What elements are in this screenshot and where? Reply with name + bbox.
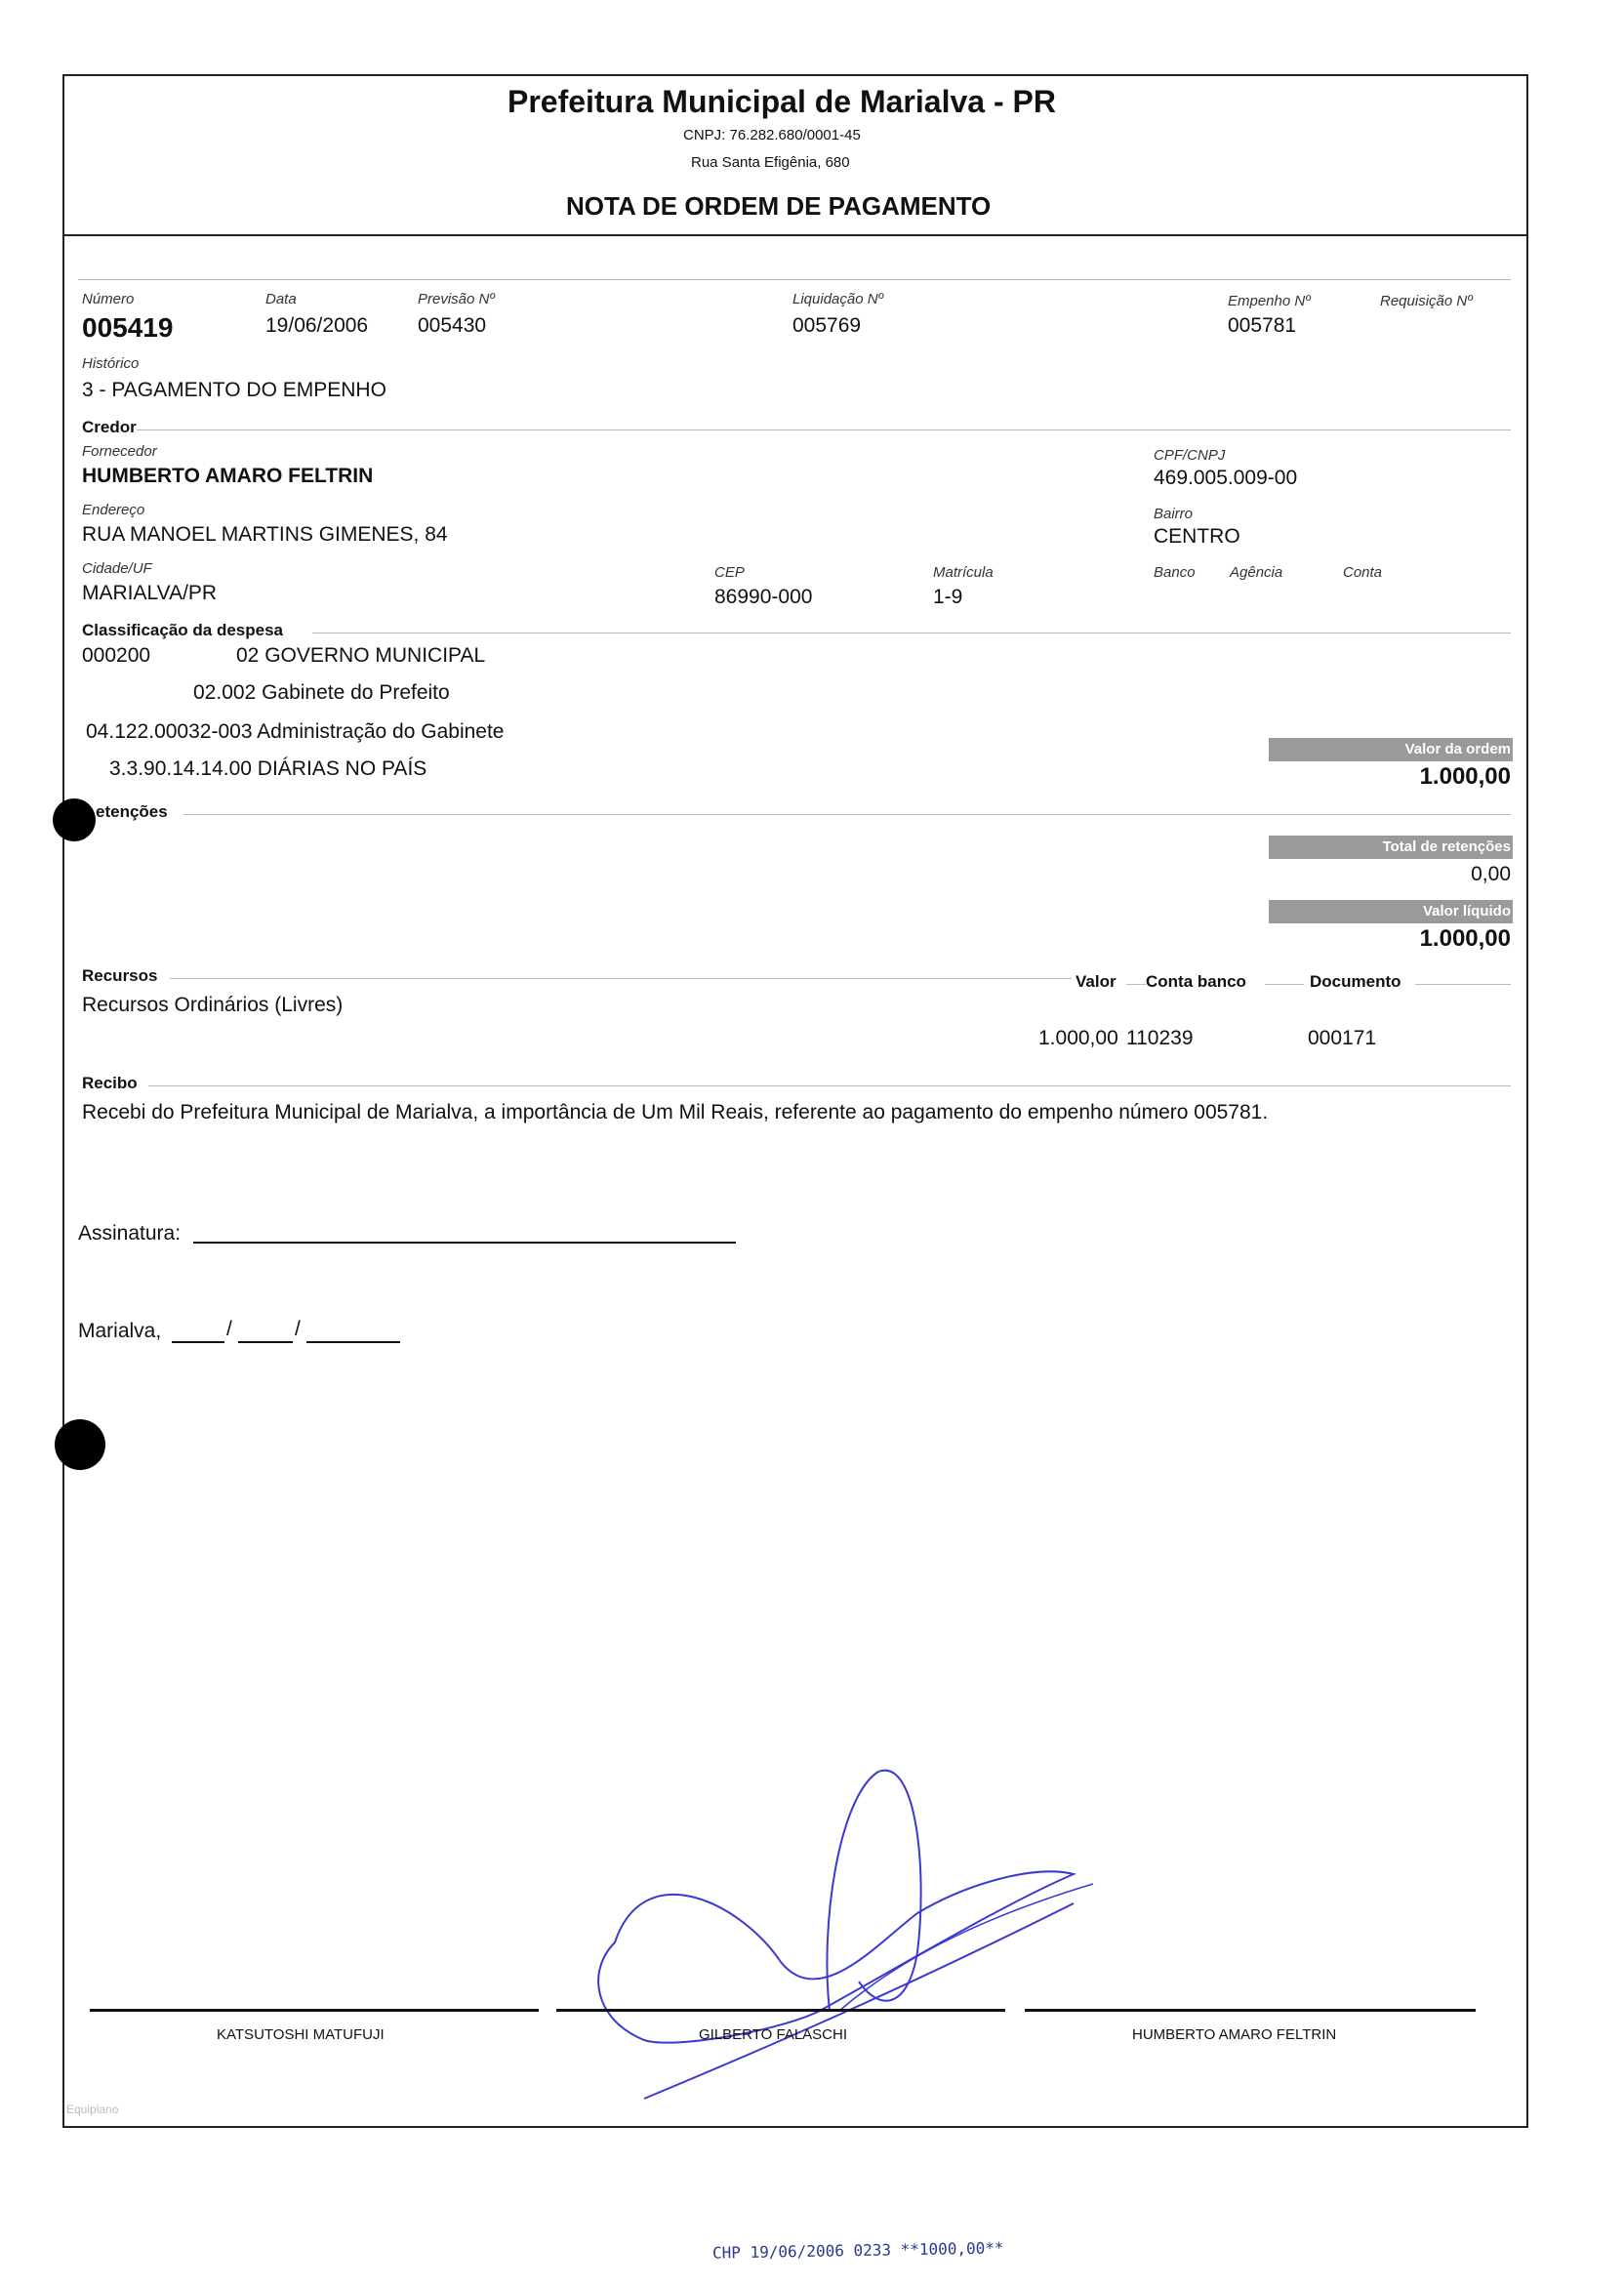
corner-watermark: Equiplano [66, 2103, 119, 2116]
document-title: NOTA DE ORDEM DE PAGAMENTO [566, 191, 992, 221]
requisicao-label: Requisição Nº [1380, 293, 1473, 309]
cpf-label: CPF/CNPJ [1154, 447, 1226, 464]
endereco-label: Endereço [82, 502, 145, 518]
recursos-divider-mid [1126, 984, 1146, 985]
recursos-valor: 1.000,00 [1038, 1027, 1118, 1049]
signature-line-3 [1025, 2009, 1476, 2012]
punch-hole-bottom [55, 1419, 105, 1470]
cidade-label: Cidade/UF [82, 560, 152, 577]
matricula-label: Matrícula [933, 564, 994, 581]
recursos-documento-header: Documento [1310, 972, 1401, 991]
valor-liquido-bar [1269, 900, 1513, 923]
valor-ordem-value: 1.000,00 [1419, 763, 1511, 790]
recursos-conta-header: Conta banco [1146, 972, 1246, 991]
recursos-divider-right [1415, 984, 1511, 985]
valor-ordem-bar [1269, 738, 1513, 761]
valor-ordem-label: Valor da ordem [1404, 741, 1511, 757]
assinatura-line [193, 1242, 736, 1244]
date-field-month [238, 1341, 293, 1343]
cep-value: 86990-000 [714, 586, 813, 608]
classificacao-unidade: 02.002 Gabinete do Prefeito [193, 681, 450, 704]
recursos-valor-header: Valor [1076, 972, 1116, 991]
recibo-divider [148, 1085, 1511, 1086]
bank-stamp: CHP 19/06/2006 0233 **1000,00** [711, 2238, 1004, 2263]
signature-line-1 [90, 2009, 539, 2012]
municipality-title: Prefeitura Municipal de Marialva - PR [508, 84, 1056, 119]
cnpj-text: CNPJ: 76.282.680/0001-45 [683, 127, 861, 143]
top-thin-divider [78, 279, 1511, 280]
recibo-text: Recebi do Prefeitura Municipal de Marialva, a importância de Um Mil Reais, referente ao pagamento do empenho número 005781. [82, 1101, 1269, 1124]
address-text: Rua Santa Efigênia, 680 [691, 154, 850, 171]
data-label: Data [265, 291, 297, 307]
cidade-value: MARIALVA/PR [82, 582, 218, 604]
previsao-value: 005430 [418, 314, 487, 337]
date-field-day [172, 1341, 224, 1343]
bairro-label: Bairro [1154, 506, 1194, 522]
credor-section-title: Credor [82, 418, 137, 436]
numero-value: 005419 [82, 312, 174, 343]
recursos-divider-mid2 [1265, 984, 1304, 985]
liquidacao-value: 005769 [792, 314, 862, 337]
data-value: 19/06/2006 [265, 314, 369, 337]
signatory-2-name: GILBERTO FALASCHI [699, 2026, 847, 2043]
endereco-value: RUA MANOEL MARTINS GIMENES, 84 [82, 523, 448, 546]
fornecedor-label: Fornecedor [82, 443, 157, 460]
punch-hole-top [53, 798, 96, 841]
classificacao-programa: 04.122.00032-003 Administração do Gabinete [86, 720, 505, 743]
numero-label: Número [82, 291, 135, 307]
liquidacao-label: Liquidação Nº [792, 291, 884, 307]
recibo-section-title: Recibo [82, 1074, 138, 1092]
signatory-3-name: HUMBERTO AMARO FELTRIN [1132, 2026, 1337, 2043]
recursos-conta: 110239 [1126, 1027, 1194, 1049]
date-sep-2: / [295, 1318, 301, 1340]
recursos-divider-left [170, 978, 1072, 979]
historico-label: Histórico [82, 355, 140, 372]
signatory-1-name: KATSUTOSHI MATUFUJI [217, 2026, 385, 2043]
assinatura-label: Assinatura: [78, 1222, 182, 1245]
retencoes-section-title: etenções [96, 802, 168, 821]
header-divider [62, 234, 1526, 236]
empenho-label: Empenho Nº [1228, 293, 1311, 309]
valor-liquido-label: Valor líquido [1422, 903, 1511, 919]
banco-label: Banco [1154, 564, 1196, 581]
empenho-value: 005781 [1228, 314, 1297, 337]
total-retencoes-value: 0,00 [1471, 863, 1511, 885]
retencoes-divider [183, 814, 1511, 815]
recursos-fonte: Recursos Ordinários (Livres) [82, 994, 344, 1016]
previsao-label: Previsão Nº [418, 291, 495, 307]
signature-line-2 [556, 2009, 1005, 2012]
classificacao-section-title: Classificação da despesa [82, 621, 284, 639]
agencia-label: Agência [1230, 564, 1283, 581]
matricula-value: 1-9 [933, 586, 963, 608]
historico-value: 3 - PAGAMENTO DO EMPENHO [82, 379, 386, 401]
classificacao-code: 000200 [82, 644, 151, 667]
classificacao-elemento: 3.3.90.14.14.00 DIÁRIAS NO PAÍS [109, 757, 427, 780]
credor-divider [137, 429, 1511, 430]
local-data-label: Marialva, [78, 1320, 162, 1342]
cep-label: CEP [714, 564, 745, 581]
handwritten-signature [586, 1757, 1113, 2108]
date-sep-1: / [226, 1318, 232, 1340]
bairro-value: CENTRO [1154, 525, 1240, 548]
valor-liquido-value: 1.000,00 [1419, 925, 1511, 952]
recursos-section-title: Recursos [82, 966, 158, 985]
date-field-year [306, 1341, 400, 1343]
classificacao-orgao: 02 GOVERNO MUNICIPAL [236, 644, 486, 667]
conta-label: Conta [1343, 564, 1383, 581]
total-retencoes-label: Total de retenções [1382, 838, 1511, 855]
cpf-value: 469.005.009-00 [1154, 467, 1298, 489]
total-retencoes-bar [1269, 836, 1513, 859]
fornecedor-value: HUMBERTO AMARO FELTRIN [82, 465, 374, 487]
recursos-documento: 000171 [1308, 1027, 1377, 1049]
